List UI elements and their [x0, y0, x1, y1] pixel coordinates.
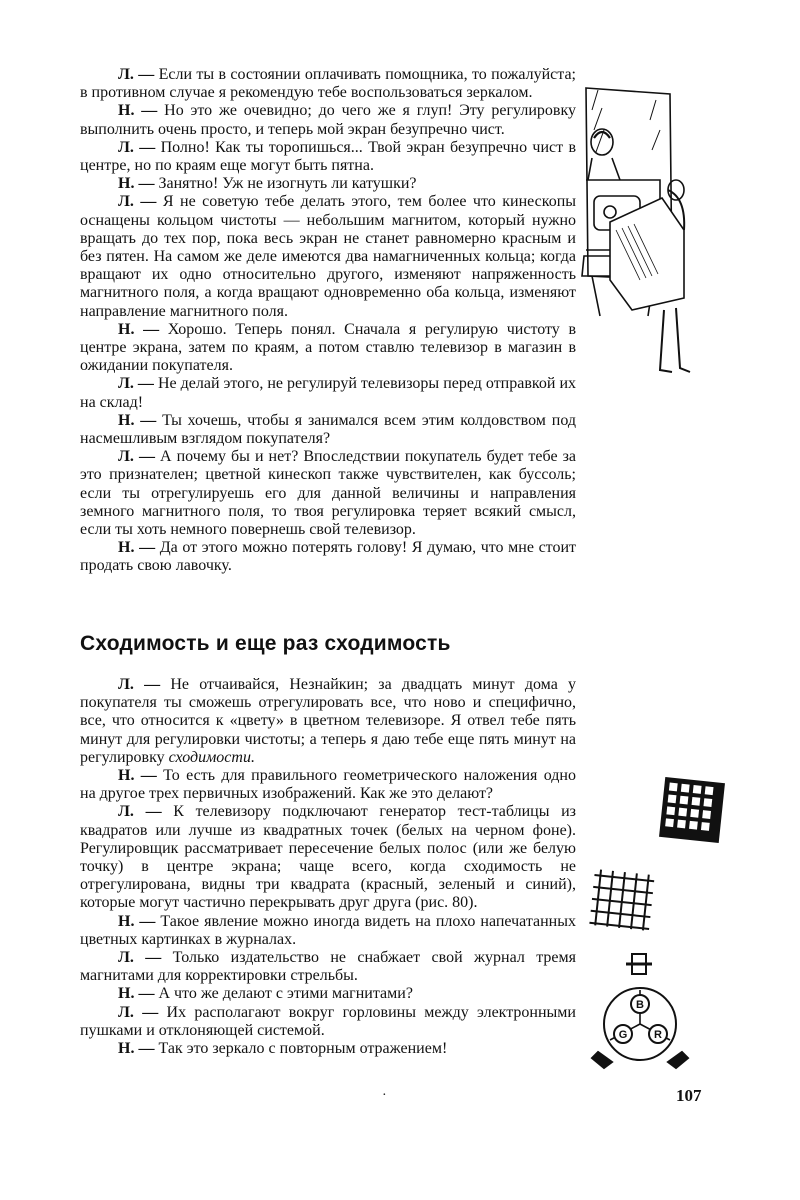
green-gun-label: G	[618, 1029, 628, 1041]
paragraph-text: То есть для правильного геометрического наложения одно на другое трех первичных изображений. Как же это делают?	[80, 767, 576, 803]
paragraph-text: К телевизору подключают генератор тест-таблицы из квадратов или лучше из квадратных точек (белых на черном фоне). Регулировщик рассматривает пересечение белых полос (или же белую точку) в центре экрана; чаще всего, когда сходимость не отрегулирована, видны три квадрата (красный, зеленый и синий), которые могут частично перекрывать друг друга (рис. 80).	[80, 803, 576, 912]
dialogue-paragraph	[80, 985, 576, 1003]
speaker-label: Н. —	[118, 411, 157, 429]
paragraph-text: Но это же очевидно; до чего же я глуп! Эту регулировку выполнить очень просто, и теперь мой экран безупречно чист.	[80, 102, 577, 138]
speaker-label: Н. —	[118, 912, 156, 930]
dialogue-paragraph	[80, 803, 576, 912]
speaker-label: Н. —	[118, 175, 155, 193]
speaker-label: Л. —	[118, 1003, 159, 1021]
dialogue-paragraph	[80, 676, 576, 767]
speaker-label: Н. —	[118, 985, 155, 1003]
paragraph-text: Только издательство не снабжает свой журнал тремя магнитами для корректировки стрельбы.	[80, 949, 576, 985]
paragraph-text: Полно! Как ты торопишься... Твой экран безупречно чист в центре, но по краям еще могут быть пятна.	[80, 138, 577, 175]
dialogue-paragraph	[80, 539, 576, 575]
dialogue-paragraph	[80, 193, 576, 320]
italic-term: сходимости.	[168, 748, 255, 766]
dialogue-paragraph	[80, 767, 576, 803]
dialogue-paragraph	[80, 448, 576, 539]
section-heading: Сходимость и еще раз сходимость	[80, 632, 451, 655]
speaker-label: Н. —	[118, 767, 157, 785]
speaker-label: Н. —	[118, 1040, 155, 1058]
page-mark: ·	[382, 1088, 387, 1103]
speaker-label: Н. —	[118, 539, 156, 557]
dialogue-paragraph	[80, 139, 576, 175]
top-dialogue	[80, 66, 576, 576]
dialogue-paragraph	[80, 375, 576, 411]
speaker-label: Л. —	[118, 448, 155, 466]
paragraph-text: Хорошо. Теперь понял. Сначала я регулирую чистоту в центре экрана, затем по краям, а потом ставлю телевизор в магазин в ожидании покупателя.	[80, 320, 576, 375]
red-gun-label: R	[654, 1029, 662, 1041]
dialogue-paragraph	[80, 913, 576, 949]
dialogue-paragraph	[80, 1040, 576, 1058]
dialogue-paragraph	[80, 321, 576, 376]
speaker-label: Л. —	[118, 66, 155, 83]
convergence-magnets-diagram	[590, 950, 700, 1070]
dialogue-paragraph	[80, 949, 576, 985]
page-number: 107	[676, 1086, 702, 1105]
paragraph-text: Такое явление можно иногда видеть на плохо напечатанных цветных картинках в журналах.	[80, 912, 576, 948]
speaker-label: Л. —	[118, 949, 162, 967]
technician-mirror-illustration	[580, 80, 692, 390]
paragraph-text: Ты хочешь, чтобы я занимался всем этим колдовством под насмешливым взглядом покупателя?	[80, 411, 576, 448]
bottom-dialogue	[80, 676, 576, 1058]
dialogue-paragraph	[80, 1004, 576, 1040]
dialogue-paragraph	[80, 102, 576, 138]
speaker-label: Л. —	[118, 803, 162, 821]
misconverged-grid-icon	[652, 770, 732, 850]
converged-grid-icon	[584, 862, 660, 938]
paragraph-text: А почему бы и нет? Впоследствии покупатель будет тебе за это признателен; цветной кинескоп также чувствителен, как буссоль; если ты отрегулируешь его для данной величины и направления земного магнитного поля, то твоя регулировка теряет всякий смысл, если ты хоть немного повернешь свой телевизор.	[80, 448, 577, 539]
paragraph-text: А что же делают с этими магнитами?	[154, 985, 413, 1003]
paragraph-text: Не делай этого, не регулируй телевизоры перед отправкой их на склад!	[80, 375, 577, 411]
paragraph-text: Я не советую тебе делать этого, тем более что кинескопы оснащены кольцом чистоты — небольшим магнитом, который нужно вращать до тех пор, пока весь экран не станет равномерно красным и без пятен. На самом же деле имеются два намагниченных кольца; когда вращают их одно относительно другого, изменяют напряженность магнитного поля, а когда вращают одновременно оба кольца, изменяют направление магнитного поля.	[80, 193, 577, 320]
speaker-label: Л. —	[118, 676, 161, 693]
paragraph-text: Если ты в состоянии оплачивать помощника, то пожалуйста; в противном случае я рекомендую тебе воспользоваться зеркалом.	[80, 66, 576, 102]
paragraph-text: Их располагают вокруг горловины между электронными пушками и отклоняющей системой.	[80, 1003, 576, 1039]
paragraph-text: Так это зеркало с повторным отражением!	[154, 1040, 448, 1058]
paragraph-text: Занятно! Уж не изогнуть ли катушки?	[154, 175, 417, 193]
speaker-label: Л. —	[118, 138, 156, 156]
speaker-label: Н. —	[118, 320, 160, 338]
paragraph-text: Да от этого можно потерять голову! Я думаю, что мне стоит продать свою лавочку.	[80, 539, 576, 575]
dialogue-paragraph	[80, 175, 576, 193]
speaker-label: Н. —	[118, 102, 158, 120]
speaker-label: Л. —	[118, 193, 157, 211]
paragraph-text: Не отчаивайся, Незнайкин; за двадцать минут дома у покупателя ты сможешь отрегулировать все, что ново и специфично, все, что относится к «цвету» в цветном телевизоре. Я отвел тебе пять минут для регулировки чистоты; а теперь я даю тебе еще пять минут на регулировку	[80, 676, 576, 766]
blue-gun-label: B	[636, 999, 644, 1011]
speaker-label: Л. —	[118, 375, 154, 393]
dialogue-paragraph	[80, 412, 576, 448]
dialogue-paragraph	[80, 66, 576, 102]
